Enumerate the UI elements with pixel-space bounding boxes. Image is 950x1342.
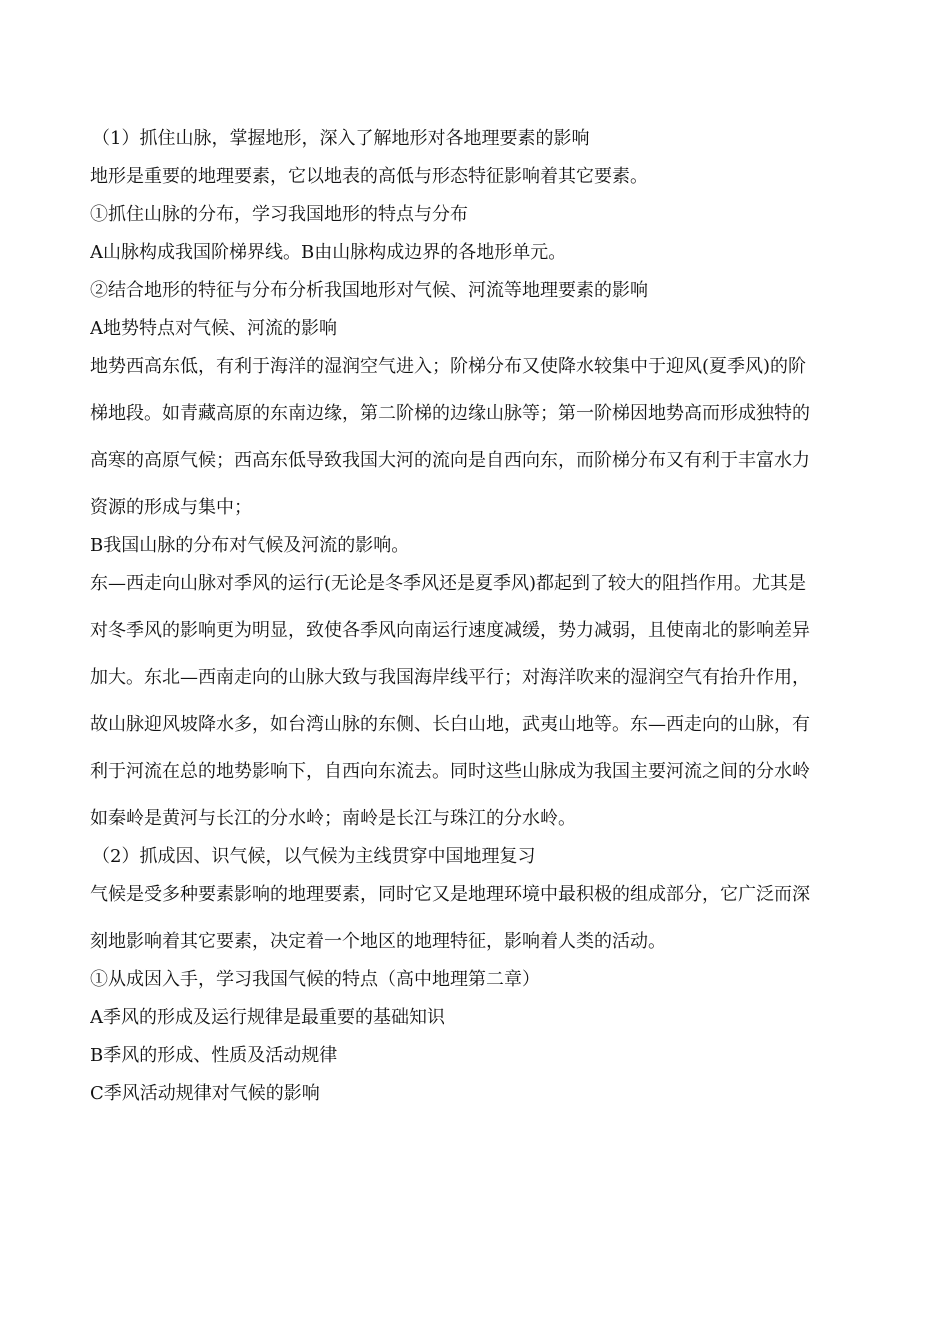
paragraph-line: 刻地影响着其它要素，决定着一个地区的地理特征，影响着人类的活动。 bbox=[90, 931, 666, 952]
section-2-heading: （2）抓成因、识气候，以气候为主线贯穿中国地理复习 bbox=[92, 846, 536, 867]
paragraph-line: 气候是受多种要素影响的地理要素，同时它又是地理环境中最积极的组成部分，它广泛而深 bbox=[90, 884, 810, 905]
paragraph-line: 对冬季风的影响更为明显，致使各季风向南运行速度减缓，势力减弱，且使南北的影响差异 bbox=[90, 620, 810, 641]
point-1-heading: ①抓住山脉的分布，学习我国地形的特点与分布 bbox=[90, 204, 468, 225]
paragraph-line: 加大。东北—西南走向的山脉大致与我国海岸线平行；对海洋吹来的湿润空气有抬升作用， bbox=[90, 667, 810, 688]
paragraph-line: 梯地段。如青藏高原的东南边缘，第二阶梯的边缘山脉等；第一阶梯因地势高而形成独特的 bbox=[90, 403, 810, 424]
paragraph-line: 地势西高东低，有利于海洋的湿润空气进入；阶梯分布又使降水较集中于迎风(夏季风)的阶 bbox=[90, 356, 807, 377]
climate-point-b: B季风的形成、性质及活动规律 bbox=[90, 1045, 338, 1066]
section-1-heading: （1）抓住山脉，掌握地形，深入了解地形对各地理要素的影响 bbox=[92, 128, 590, 149]
paragraph-line: 东—西走向山脉对季风的运行(无论是冬季风还是夏季风)都起到了较大的阻挡作用。尤其是 bbox=[90, 573, 807, 594]
mountain-paragraph bbox=[90, 565, 864, 838]
climate-point-1-heading: ①从成因入手，学习我国气候的特点（高中地理第二章） bbox=[90, 969, 540, 990]
point-2-heading: ②结合地形的特征与分布分析我国地形对气候、河流等地理要素的影响 bbox=[90, 280, 648, 301]
paragraph-line: 资源的形成与集中； bbox=[90, 497, 252, 518]
paragraph-line: 利于河流在总的地势影响下，自西向东流去。同时这些山脉成为我国主要河流之间的分水岭 bbox=[90, 761, 810, 782]
climate-point-a: A季风的形成及运行规律是最重要的基础知识 bbox=[90, 1007, 445, 1028]
document-body bbox=[90, 120, 864, 1113]
paragraph-line: 高寒的高原气候；西高东低导致我国大河的流向是自西向东，而阶梯分布又有利于丰富水力 bbox=[90, 450, 810, 471]
climate-point-c: C季风活动规律对气候的影响 bbox=[90, 1083, 320, 1104]
terrain-paragraph bbox=[90, 348, 864, 527]
point-1-detail: A山脉构成我国阶梯界线。B由山脉构成边界的各地形单元。 bbox=[90, 242, 567, 263]
terrain-intro: 地形是重要的地理要素，它以地表的高低与形态特征影响着其它要素。 bbox=[90, 166, 648, 187]
paragraph-line: 故山脉迎风坡降水多，如台湾山脉的东侧、长白山地，武夷山地等。东—西走向的山脉，有 bbox=[90, 714, 810, 735]
paragraph-line: 如秦岭是黄河与长江的分水岭；南岭是长江与珠江的分水岭。 bbox=[90, 808, 576, 829]
point-2-b-heading: B我国山脉的分布对气候及河流的影响。 bbox=[90, 535, 410, 556]
climate-paragraph bbox=[90, 876, 864, 961]
point-2-a-heading: A地势特点对气候、河流的影响 bbox=[90, 318, 337, 339]
